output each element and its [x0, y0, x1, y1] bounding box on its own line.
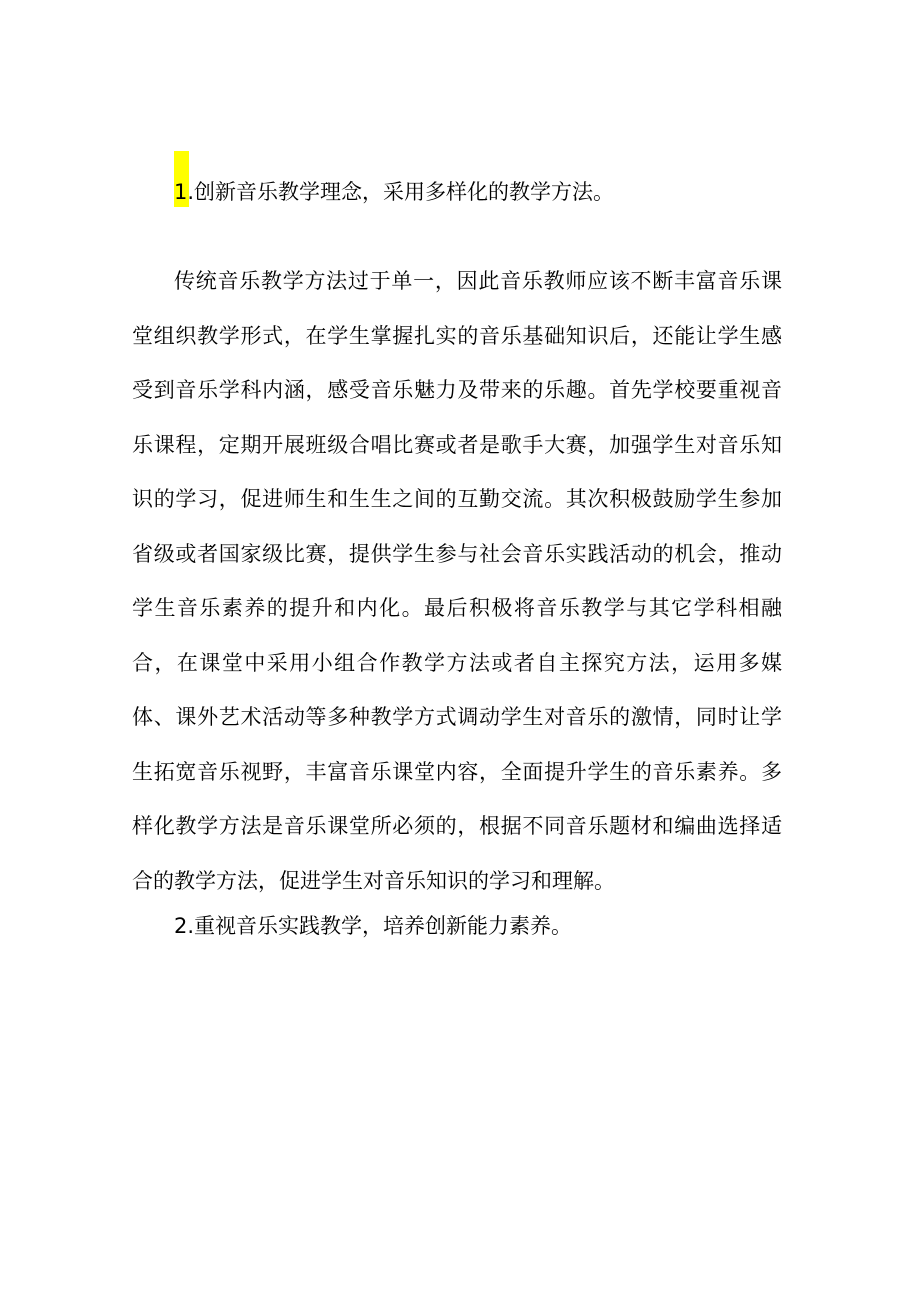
section-heading-2	[174, 912, 572, 940]
section-heading-1	[174, 178, 614, 206]
section-number: 2	[174, 914, 188, 938]
body-paragraph: 传统音乐教学方法过于单一，因此音乐教师应该不断丰富音乐课堂组织教学形式，在学生掌握扎实的音乐基础知识后，还能让学生感受到音乐学科内涵，感受音乐魅力及带来的乐趣。首先学校要重视音乐课程，定期开展班级合唱比赛或者是歌手大赛，加强学生对音乐知识的学习，促进师生和生生之间的互勤交流。其次积极鼓励学生参加省级或者国家级比赛，提供学生参与社会音乐实践活动的机会，推动学生音乐素养的提升和内化。最后积极将音乐教学与其它学科相融合，在课堂中采用小组合作教学方法或者自主探究方法，运用多媒体、课外艺术活动等多种教学方式调动学生对音乐的激情，同时让学生拓宽音乐视野，丰富音乐课堂内容，全面提升学生的音乐素养。多样化教学方法是音乐课堂所必须的，根据不同音乐题材和编曲选择适合的教学方法，促进学生对音乐知识的学习和理解。	[132, 269, 782, 893]
section-title: 创新音乐教学理念，采用多样化的教学方法。	[194, 180, 615, 204]
section-number: 1.	[174, 180, 195, 204]
section-title: .重视音乐实践教学，培养创新能力素养。	[187, 914, 573, 938]
